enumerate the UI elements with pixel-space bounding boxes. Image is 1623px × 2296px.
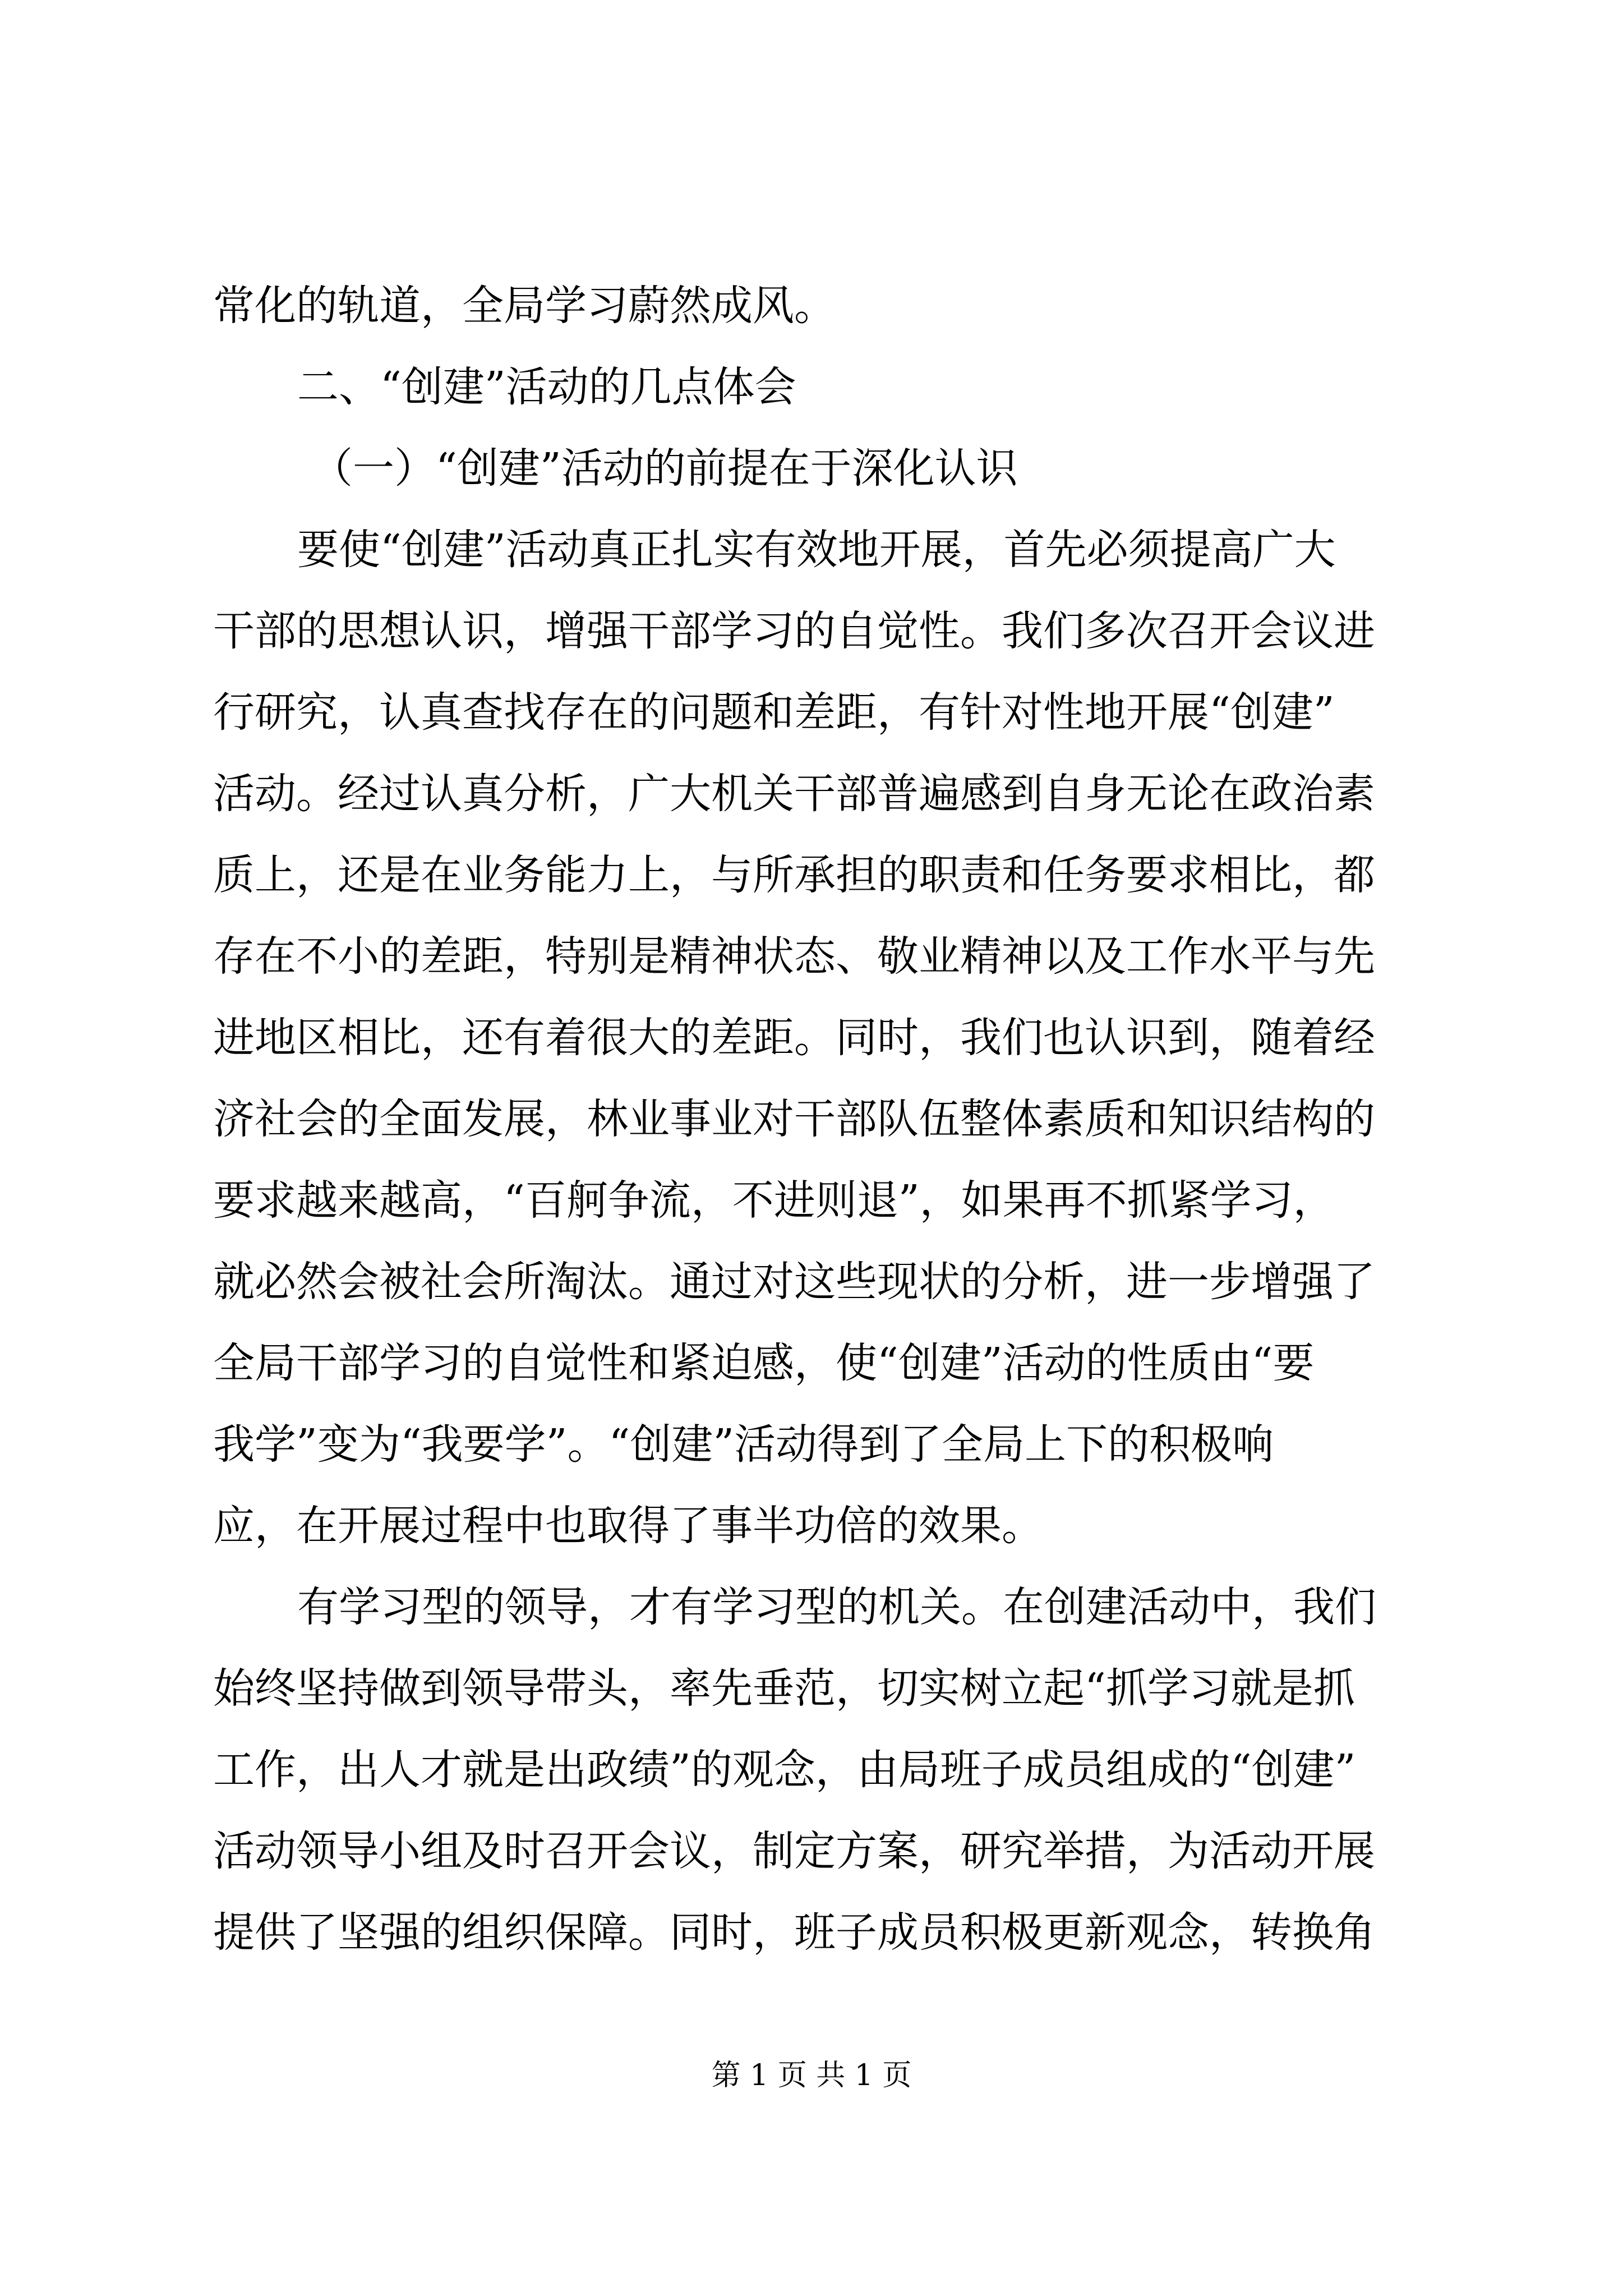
text-line-12: 要求越来越高，“百舸争流，不进则退”，如果再不抓紧学习，	[213, 1176, 1335, 1225]
section-heading: 二、“创建”活动的几点体会	[297, 363, 796, 411]
text-line-8: 质上，还是在业务能力上，与所承担的职责和任务要求相比，都	[213, 851, 1375, 899]
text-line-11: 济社会的全面发展，林业事业对干部队伍整体素质和知识结构的	[213, 1095, 1375, 1143]
subsection-heading: （一）“创建”活动的前提在于深化认识	[311, 444, 1018, 493]
text-line-4: 要使“创建”活动真正扎实有效地开展，首先必须提高广大	[297, 526, 1336, 574]
text-line-19: 工作，出人才就是出政绩”的观念，由局班子成员组成的“创建”	[213, 1746, 1356, 1794]
page-number-footer: 第 1 页 共 1 页	[711, 2059, 912, 2092]
text-line-20: 活动领导小组及时召开会议，制定方案，研究举措，为活动开展	[213, 1827, 1375, 1875]
text-line-21: 提供了坚强的组织保障。同时，班子成员积极更新观念，转换角	[213, 1908, 1375, 1957]
text-line-5: 干部的思想认识，增强干部学习的自觉性。我们多次召开会议进	[213, 607, 1375, 655]
text-line-7: 活动。经过认真分析，广大机关干部普遍感到自身无论在政治素	[213, 770, 1375, 818]
text-line-6: 行研究，认真查找存在的问题和差距，有针对性地开展“创建”	[213, 688, 1335, 737]
text-line-15: 我学”变为“我要学”。“创建”活动得到了全局上下的积极响	[213, 1420, 1274, 1469]
text-line-17: 有学习型的领导，才有学习型的机关。在创建活动中，我们	[297, 1583, 1376, 1631]
text-line-18: 始终坚持做到领导带头，率先垂范，切实树立起“抓学习就是抓	[213, 1664, 1355, 1713]
text-line-1: 常化的轨道，全局学习蔚然成风。	[213, 282, 836, 330]
text-line-13: 就必然会被社会所淘汰。通过对这些现状的分析，进一步增强了	[213, 1258, 1375, 1306]
text-line-9: 存在不小的差距，特别是精神状态、敬业精神以及工作水平与先	[213, 932, 1375, 981]
text-line-14: 全局干部学习的自觉性和紧迫感，使“创建”活动的性质由“要	[213, 1339, 1315, 1387]
text-line-16: 应，在开展过程中也取得了事半功倍的效果。	[213, 1502, 1043, 1550]
text-line-10: 进地区相比，还有着很大的差距。同时，我们也认识到，随着经	[213, 1014, 1375, 1062]
